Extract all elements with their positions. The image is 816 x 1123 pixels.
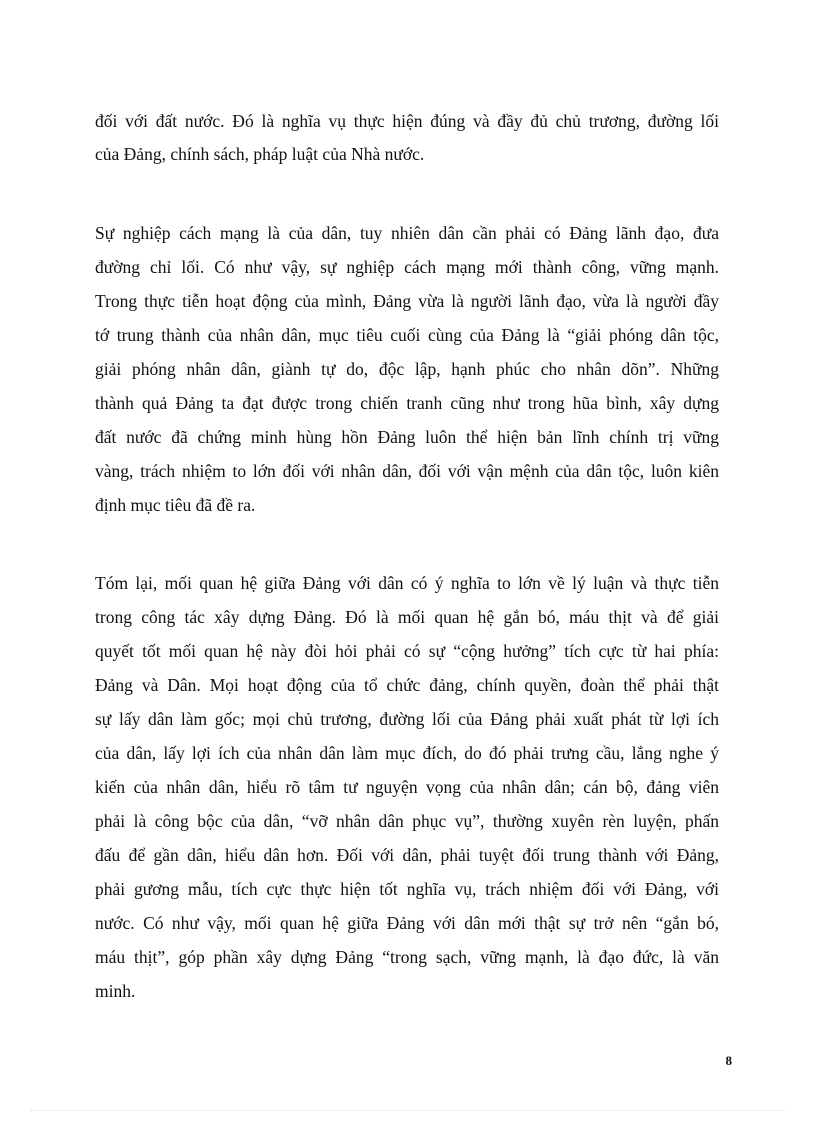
paragraph-line: Trong thực tiễn hoạt động của mình, Đảng vừa là người lãnh đạo, vừa là người đầy — [95, 291, 719, 311]
paragraph-line: thành quả Đảng ta đạt được trong chiến tranh cũng như trong hũa bình, xây dựng — [95, 393, 719, 413]
page-number: 8 — [725, 1053, 732, 1068]
paragraph-line: của dân, lấy lợi ích của nhân dân làm mục đích, do đó phải trưng cầu, lắng nghe ý — [95, 743, 719, 763]
paragraph-line: kiến của nhân dân, hiểu rõ tâm tư nguyện vọng của nhân dân; cán bộ, đảng viên — [95, 777, 719, 797]
page-bottom-divider — [30, 1110, 786, 1111]
paragraph-line: đất nước đã chứng minh hùng hồn Đảng luôn thể hiện bản lĩnh chính trị vững — [95, 427, 719, 447]
paragraph-line: phải là công bộc của dân, “vỡ nhân dân phục vụ”, thường xuyên rèn luyện, phấn — [95, 811, 719, 831]
paragraph-line: của Đảng, chính sách, pháp luật của Nhà nước. — [95, 144, 425, 164]
paragraph-line: tớ trung thành của nhân dân, mục tiêu cuối cùng của Đảng là “giải phóng dân tộc, — [95, 325, 719, 345]
paragraph-line: quyết tốt mối quan hệ này đòi hỏi phải có sự “cộng hưởng” tích cực từ hai phía: — [95, 641, 719, 661]
paragraph-line: Tóm lại, mối quan hệ giữa Đảng với dân có ý nghĩa to lớn về lý luận và thực tiễn — [95, 573, 719, 593]
paragraph-line: sự lấy dân làm gốc; mọi chủ trương, đường lối của Đảng phải xuất phát từ lợi ích — [95, 709, 719, 729]
paragraph-line: vàng, trách nhiệm to lớn đối với nhân dân, đối với vận mệnh của dân tộc, luôn kiên — [95, 461, 719, 481]
paragraph-line: Sự nghiệp cách mạng là của dân, tuy nhiên dân cần phải có Đảng lãnh đạo, đưa — [95, 223, 719, 243]
paragraph-line: minh. — [95, 981, 136, 1001]
paragraph-line: máu thịt”, góp phần xây dựng Đảng “trong sạch, vững mạnh, là đạo đức, là văn — [95, 947, 719, 967]
paragraph-line: đường chỉ lối. Có như vậy, sự nghiệp cách mạng mới thành công, vững mạnh. — [95, 257, 719, 277]
paragraph-line: giải phóng nhân dân, giành tự do, độc lập, hạnh phúc cho nhân dõn”. Những — [95, 359, 719, 379]
paragraph-line: Đảng và Dân. Mọi hoạt động của tổ chức đảng, chính quyền, đoàn thể phải thật — [95, 675, 719, 695]
paragraph-line: đối với đất nước. Đó là nghĩa vụ thực hiện đúng và đầy đủ chủ trương, đường lối — [95, 111, 719, 131]
paragraph-line: trong công tác xây dựng Đảng. Đó là mối quan hệ gắn bó, máu thịt và để giải — [95, 607, 719, 627]
paragraph-line: đấu để gần dân, hiểu dân hơn. Đối với dân, phải tuyệt đối trung thành với Đảng, — [95, 845, 719, 865]
paragraph-line: định mục tiêu đã đề ra. — [95, 495, 256, 515]
paragraph-line: nước. Có như vậy, mối quan hệ giữa Đảng với dân mới thật sự trở nên “gắn bó, — [95, 913, 719, 933]
paragraph-line: phải gương mẫu, tích cực thực hiện tốt nghĩa vụ, trách nhiệm đối với Đảng, với — [95, 879, 719, 899]
